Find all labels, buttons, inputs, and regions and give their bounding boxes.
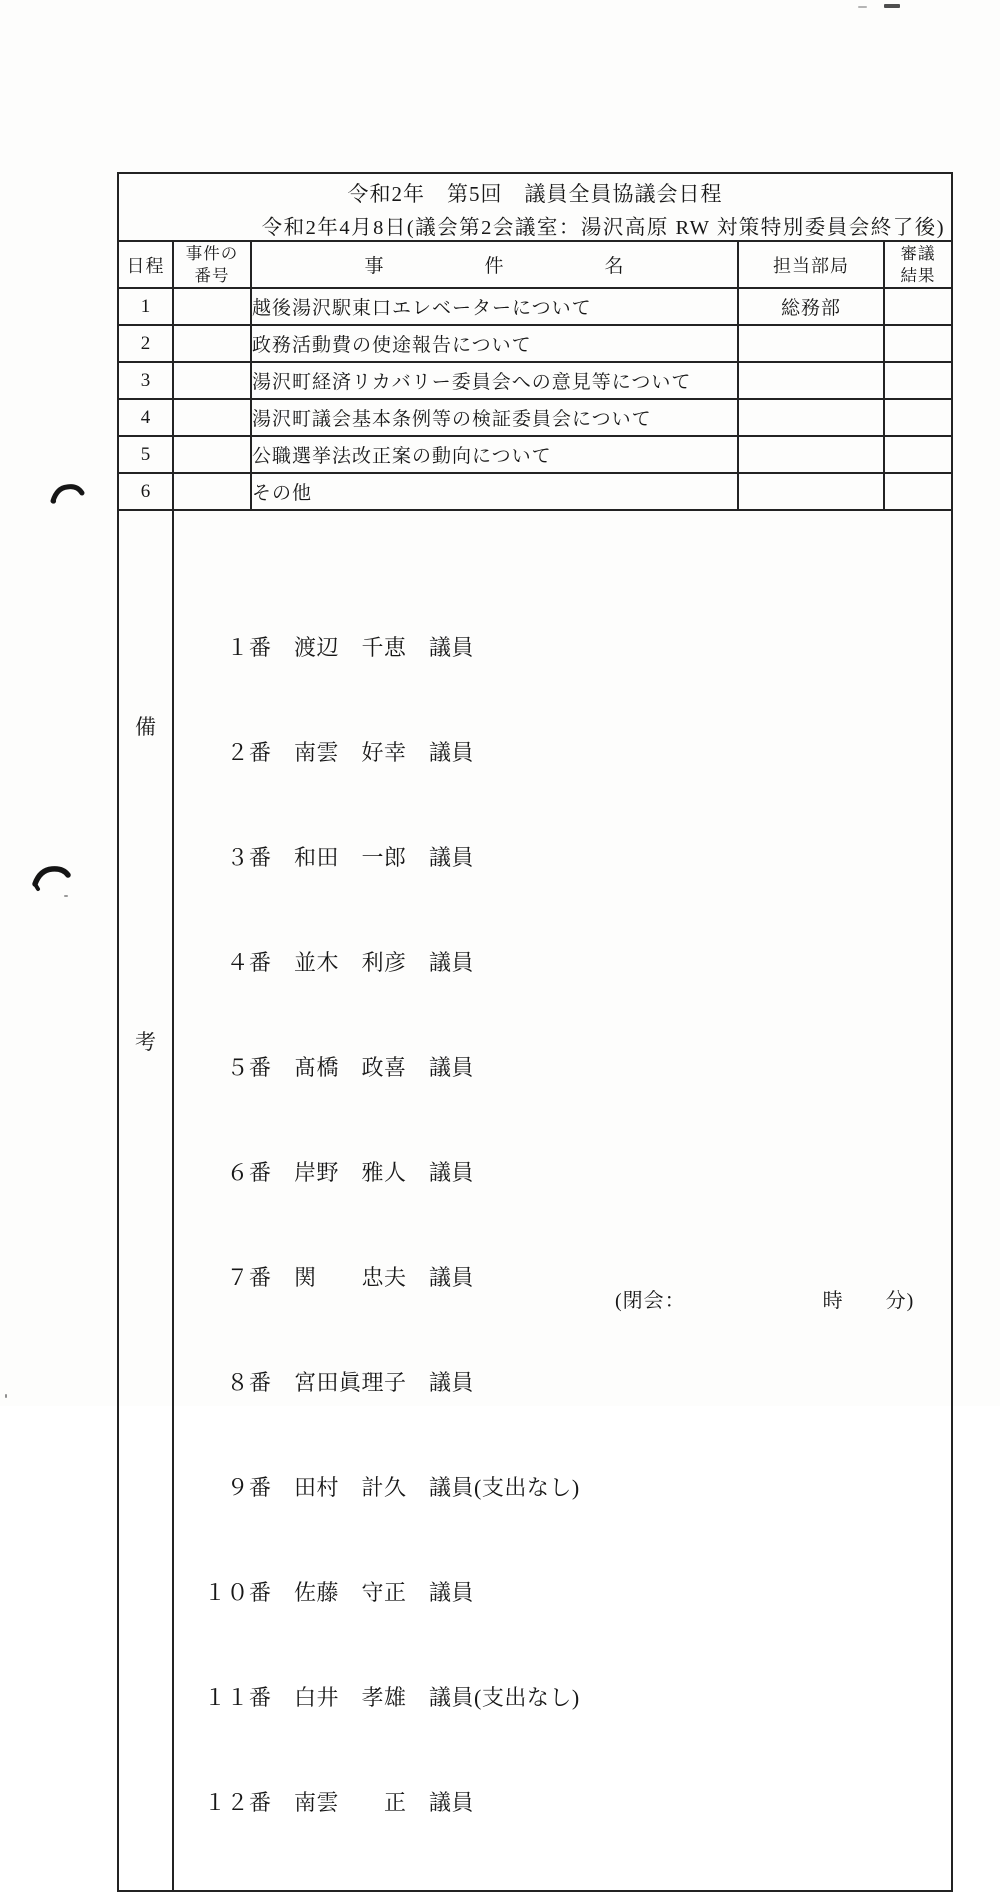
result-cell [884,399,952,436]
member-row: ８番 宮田眞理子 議員 [204,1370,475,1395]
case-name-cell: その他 [251,473,738,510]
remarks-body [173,510,952,1891]
case-number-cell [173,473,251,510]
remarks-label [118,510,173,1891]
department-cell [738,399,884,436]
agenda-table [117,172,953,1892]
scan-speck [5,1394,7,1398]
member-row: １１番 白井 孝雄 議員(支出なし) [204,1685,580,1710]
result-cell [884,473,952,510]
header-case-number-line1: 事件の [185,244,239,264]
remarks-label-top: 備 [135,715,156,739]
header-case-name: 事 件 名 [251,241,738,288]
department-cell: 総務部 [738,288,884,325]
case-name-cell: 湯沢町議会基本条例等の検証委員会について [251,399,738,436]
member-row: ６番 岸野 雅人 議員 [204,1160,475,1185]
agenda-row [118,436,952,473]
agenda-row [118,288,952,325]
header-result [884,241,952,288]
scan-mark [49,482,87,508]
scan-speck [884,4,900,8]
member-row: １２番 南雲 正 議員 [204,1790,475,1815]
closing-time-note: (閉会： 時 分) [615,1290,915,1312]
member-row: ５番 髙橋 政喜 議員 [204,1055,475,1080]
member-row: １０番 佐藤 守正 議員 [204,1580,475,1605]
header-case-number [173,241,251,288]
remarks-label-bottom: 考 [135,1030,156,1054]
member-row: ９番 田村 計久 議員(支出なし) [204,1475,580,1500]
day-cell: 6 [118,473,173,510]
department-cell [738,473,884,510]
case-number-cell [173,436,251,473]
case-number-cell [173,288,251,325]
result-cell [884,362,952,399]
day-cell: 1 [118,288,173,325]
result-cell [884,436,952,473]
document-title: 令和2年 第5回 議員全員協議会日程 [347,182,723,206]
case-number-cell [173,399,251,436]
member-row: ３番 和田 一郎 議員 [204,845,475,870]
member-row: ４番 並木 利彦 議員 [204,950,475,975]
header-department: 担当部局 [738,241,884,288]
result-cell [884,288,952,325]
agenda-row [118,325,952,362]
case-number-cell [173,325,251,362]
title-cell [118,173,952,241]
member-row: １番 渡辺 千恵 議員 [204,635,475,660]
day-cell: 3 [118,362,173,399]
agenda-row [118,362,952,399]
agenda-row [118,399,952,436]
scan-speck [858,6,867,8]
day-cell: 2 [118,325,173,362]
scan-mark [29,862,73,896]
case-name-cell: 公職選挙法改正案の動向について [251,436,738,473]
day-cell: 5 [118,436,173,473]
case-name-cell: 越後湯沢駅東口エレベーターについて [251,288,738,325]
result-cell [884,325,952,362]
header-day: 日程 [118,241,173,288]
case-name-cell: 政務活動費の使途報告について [251,325,738,362]
case-name-cell: 湯沢町経済リカバリー委員会への意見等について [251,362,738,399]
case-number-cell [173,362,251,399]
header-case-number-line2: 番号 [194,265,230,285]
department-cell [738,436,884,473]
agenda-row [118,473,952,510]
header-result-line2: 結果 [900,265,936,285]
member-list [174,511,951,1890]
member-row: ２番 南雲 好幸 議員 [204,740,475,765]
day-cell: 4 [118,399,173,436]
department-cell [738,325,884,362]
department-cell [738,362,884,399]
document-subtitle: 令和2年4月8日(議会第2会議室：湯沢高原 RW 対策特別委員会終了後) [261,217,946,239]
header-result-line1: 審議 [900,244,936,264]
member-row: ７番 関 忠夫 議員 [204,1265,475,1290]
